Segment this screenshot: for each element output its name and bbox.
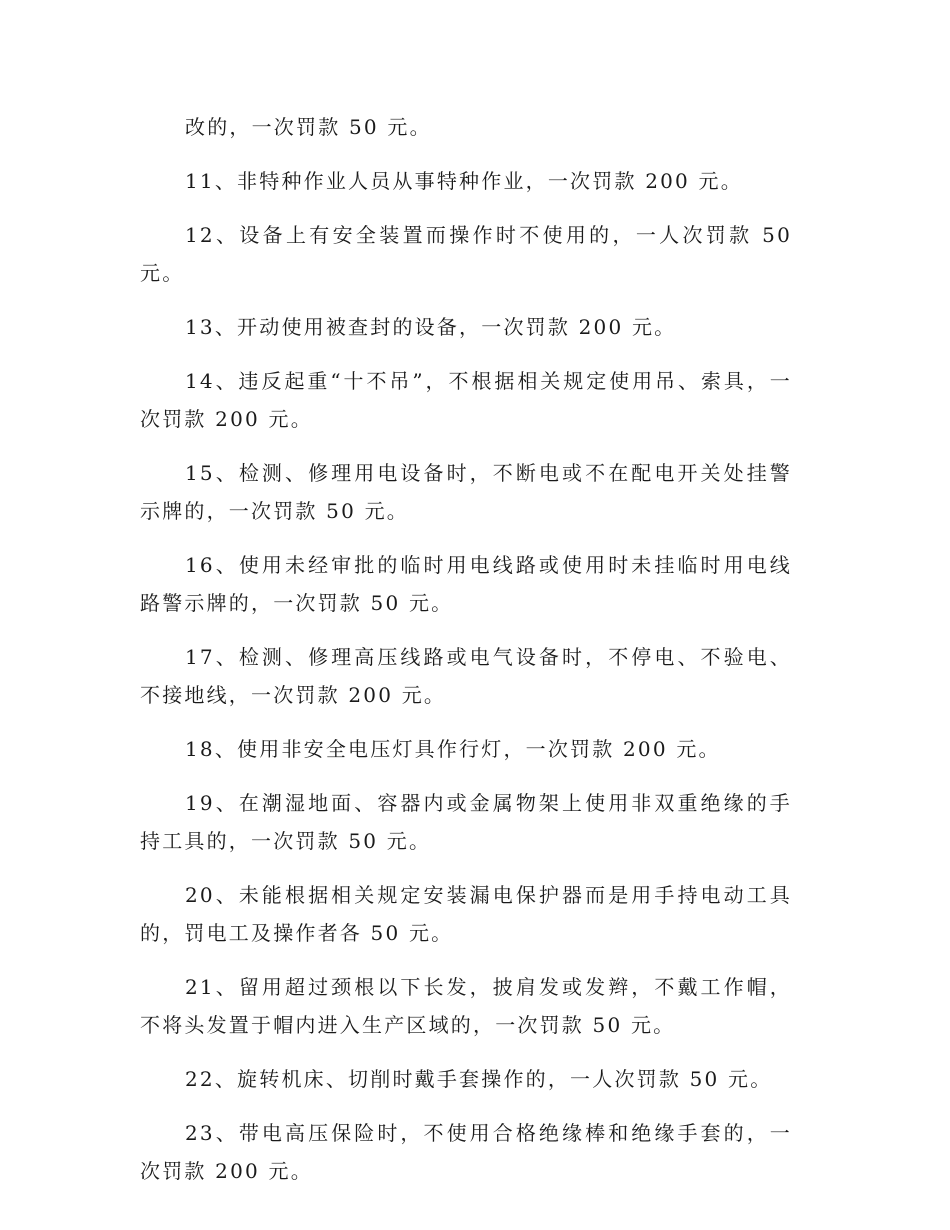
paragraph-item-11: 11、非特种作业人员从事特种作业，一次罚款 200 元。 — [185, 169, 743, 193]
paragraph-item-20: 20、未能根据相关规定安装漏电保护器而是用手持电动工具的，罚电工及操作者各 50 元。 — [140, 883, 792, 945]
paragraph-item-12: 12、设备上有安全装置而操作时不使用的，一人次罚款 50 元。 — [140, 223, 792, 285]
paragraph-item-16: 16、使用未经审批的临时用电线路或使用时未挂临时用电线路警示牌的，一次罚款 50 元。 — [140, 553, 792, 615]
paragraph-item-15: 15、检测、修理用电设备时，不断电或不在配电开关处挂警示牌的，一次罚款 50 元。 — [140, 461, 792, 523]
paragraph-item-21: 21、留用超过颈根以下长发，披肩发或发辫，不戴工作帽，不将头发置于帽内进入生产区域的，一次罚款 50 元。 — [140, 975, 792, 1037]
paragraph-item-19: 19、在潮湿地面、容器内或金属物架上使用非双重绝缘的手持工具的，一次罚款 50 元。 — [140, 791, 792, 853]
paragraph-continuation: 改的，一次罚款 50 元。 — [185, 115, 432, 139]
paragraph-item-22: 22、旋转机床、切削时戴手套操作的，一人次罚款 50 元。 — [185, 1067, 773, 1091]
paragraph-item-17: 17、检测、修理高压线路或电气设备时，不停电、不验电、不接地线，一次罚款 200 元。 — [140, 645, 792, 707]
document-body — [140, 108, 792, 1206]
paragraph-item-23: 23、带电高压保险时，不使用合格绝缘棒和绝缘手套的，一次罚款 200 元。 — [140, 1121, 792, 1183]
paragraph-item-14: 14、违反起重“十不吊”，不根据相关规定使用吊、索具，一次罚款 200 元。 — [140, 369, 792, 431]
paragraph-item-13: 13、开动使用被查封的设备，一次罚款 200 元。 — [185, 315, 677, 339]
paragraph-item-18: 18、使用非安全电压灯具作行灯，一次罚款 200 元。 — [185, 737, 721, 761]
